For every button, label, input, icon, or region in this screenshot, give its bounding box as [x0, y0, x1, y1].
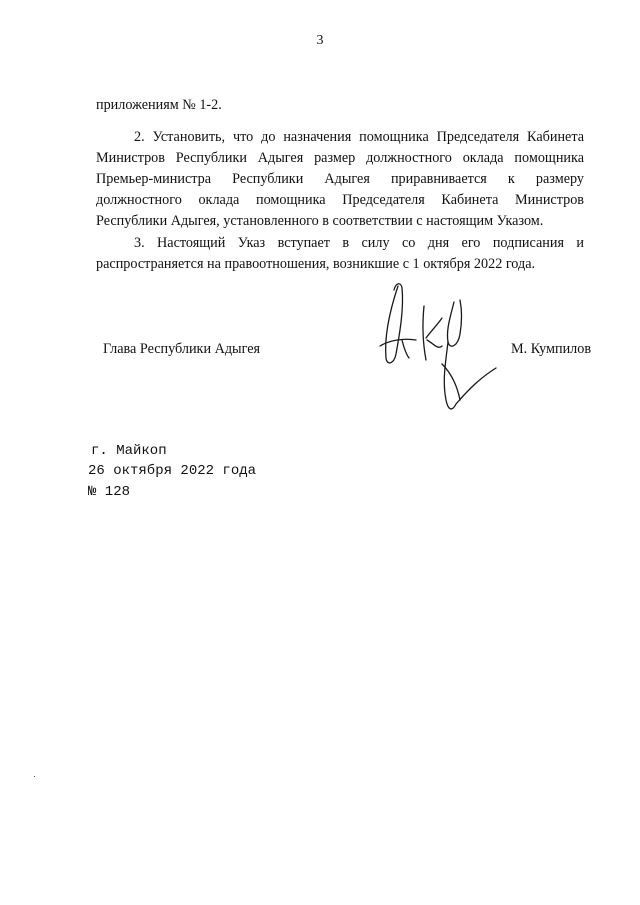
lead-line: приложениям № 1-2.: [96, 97, 222, 113]
signatory-name: М. Кумпилов: [511, 341, 592, 357]
lead-line-block: [96, 95, 584, 116]
handwritten-signature: [376, 280, 506, 425]
footer-date: 26 октября 2022 года: [88, 463, 257, 479]
footer-city: г. Майкоп: [91, 443, 167, 459]
paragraph-2-line: Министров Республики Адыгея размер должностного оклада помощника: [96, 150, 584, 166]
paragraph-3: [96, 233, 584, 275]
paragraph-3-line: 3. Настоящий Указ вступает в силу со дня его подписания и: [134, 235, 584, 251]
scan-speck: [34, 776, 35, 777]
paragraph-3-line: распространяется на правоотношения, возникшие с 1 октября 2022 года.: [96, 256, 536, 272]
page-number: 3: [316, 33, 324, 48]
paragraph-2-line: Премьер-министра Республики Адыгея приравнивается к размеру: [96, 171, 584, 187]
paragraph-2: [96, 127, 584, 232]
paragraph-2-line: Республики Адыгея, установленного в соответствии с настоящим Указом.: [96, 213, 544, 229]
paragraph-2-line: 2. Установить, что до назначения помощника Председателя Кабинета: [134, 129, 584, 145]
signatory-title: Глава Республики Адыгея: [103, 341, 261, 357]
footer-number: № 128: [88, 484, 131, 500]
paragraph-2-line: должностного оклада помощника Председателя Кабинета Министров: [96, 192, 584, 208]
